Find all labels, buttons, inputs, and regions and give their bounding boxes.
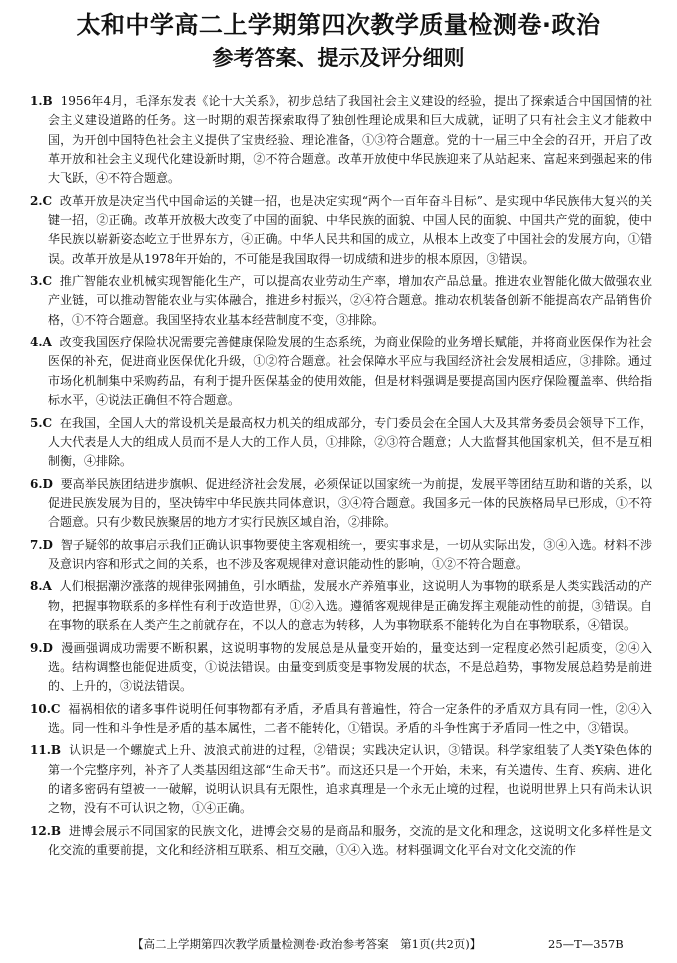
- answer-item-1: [30, 92, 652, 188]
- footer-page-info: 【高二上学期第四次教学质量检测卷·政治参考答案 第1页(共2页)】: [132, 937, 482, 951]
- answer-text: 人们根据潮汐涨落的规律张网捕鱼，引水晒盐，发展水产养殖事业，这说明人为事物的联系是人类实践活动的产物，把握事物联系的多样性有利于改造世界，①②入选。遵循客观规律是正确发挥主观能动性的前提，③错误。自在事物的联系在人类产生之前就存在，不以人的意志为转移，人为事物联系不能转化为自在事物联系，④错误。: [48, 579, 652, 633]
- answer-text: 1956年4月，毛泽东发表《论十大关系》，初步总结了我国社会主义建设的经验，提出了探索适合中国国情的社会主义建设道路的任务。这一时期的艰苦探索取得了独创性理论成果和巨大成就，证明了只有社会主义才能救中国，为开创中国特色社会主义提供了宝贵经验、理论准备，①③符合题意。党的十一届三中全会的召开，开启了改革开放和社会主义现代化建设新时期，②不符合题意。改革开放使中华民族迎来了从站起来、富起来到强起来的伟大飞跃，④不符合题意。: [48, 94, 652, 186]
- answer-text: 福祸相依的诸多事件说明任何事物都有矛盾，矛盾具有普遍性，符合一定条件的矛盾双方具有同一性，②④入选。同一性和斗争性是矛盾的基本属性，二者不能转化，①错误。矛盾的斗争性寓于矛盾同一性之中，③错误。: [48, 701, 652, 735]
- answer-number: 6.D: [30, 476, 53, 491]
- answer-number: 8.A: [30, 579, 52, 594]
- answer-item-3: [30, 272, 652, 330]
- page-title: 太和中学高二上学期第四次教学质量检测卷·政治: [76, 11, 601, 39]
- answer-number: 11.B: [30, 743, 62, 758]
- answer-list: [30, 92, 652, 864]
- answer-item-4: [30, 333, 652, 410]
- answer-text: 改变我国医疗保险状况需要完善健康保险发展的生态系统，为商业保险的业务增长赋能，并将商业医保作为社会医保的补充，促进商业医保优化升级，①②符合题意。社会保障水平应与我国经济社会发展相适应，③排除。通过市场化机制集中采购药品，有利于提升医保基金的使用效能，但是材料强调是要提高国内医疗保险覆盖率、供给指标水平，④说法正确但不符合题意。: [48, 335, 652, 408]
- answer-text: 推广智能农业机械实现智能化生产，可以提高农业劳动生产率，增加农产品总量。推进农业智能化做大做强农业产业链，可以推动智能农业与实体融合，推进乡村振兴，②④符合题意。推动农机装备创新不能提高农产品销售价格，①不符合题意。我国坚持农业基本经营制度不变，③排除。: [48, 274, 652, 327]
- page-subtitle: 参考答案、提示及评分细则: [212, 46, 465, 70]
- answer-number: 1.B: [30, 94, 53, 108]
- answer-number: 5.C: [30, 415, 53, 430]
- footer-code: 25—T—357B: [548, 937, 624, 951]
- answer-text: 进博会展示不同国家的民族文化，进博会交易的是商品和服务，交流的是文化和理念，这说明文化多样性是文化交流的重要前提，文化和经济相互联系、相互交融，①④入选。材料强调文化平台对文化交流的作: [48, 823, 652, 858]
- answer-number: 9.D: [30, 640, 53, 655]
- answer-item-12: [30, 822, 652, 861]
- answer-item-10: [30, 700, 652, 739]
- answer-item-2: [30, 192, 652, 269]
- answer-item-8: [30, 577, 652, 635]
- answer-number: 7.D: [30, 537, 53, 552]
- answer-text: 在我国，全国人大的常设机关是最高权力机关的组成部分，专门委员会在全国人大及其常务委员会领导下工作，人大代表是人大的组成人员而不是人大的工作人员，①排除，②③符合题意；人大监督其他国家机关，但不是互相制衡，④排除。: [48, 415, 652, 469]
- answer-item-5: [30, 414, 652, 472]
- answer-number: 10.C: [30, 701, 61, 716]
- answer-number: 4.A: [30, 335, 52, 350]
- answer-text: 认识是一个螺旋式上升、波浪式前进的过程，②错误；实践决定认识，③错误。科学家组装了人类Y染色体的第一个完整序列，补齐了人类基因组这部“生命天书”。而这还只是一个开始，未来，有关遗传、生育、疾病、进化的诸多密码有望被一一破解，说明认识具有无限性，追求真理是一个永无止境的过程，也说明世界上只有尚未认识之物，没有不可认识之物，①④正确。: [48, 743, 652, 816]
- answer-number: 3.C: [30, 274, 53, 289]
- answer-item-11: [30, 741, 652, 818]
- answer-text: 漫画强调成功需要不断积累，这说明事物的发展总是从量变开始的，量变达到一定程度必然引起质变，②④入选。结构调整也能促进质变，①说法错误。由量变到质变是事物发展的状态，不是总趋势，事物发展总趋势是前进的、上升的，③说法错误。: [48, 640, 652, 694]
- answer-item-9: [30, 639, 652, 697]
- answer-text: 智子疑邻的故事启示我们正确认识事物要使主客观相统一，要实事求是，一切从实际出发，③④入选。材料不涉及意识内容和形式之间的关系，也不涉及客观规律对意识能动性的影响，①②不符合题意。: [48, 537, 652, 571]
- answer-text: 要高举民族团结进步旗帜、促进经济社会发展，必须保证以国家统一为前提，发展平等团结互助和谐的关系，以促进民族发展为目的，坚决铸牢中华民族共同体意识，③④符合题意。我国多元一体的民族格局早已形成，①不符合题意。只有少数民族聚居的地方才实行民族区域自治，②排除。: [48, 476, 652, 530]
- answer-text: 改革开放是决定当代中国命运的关键一招，也是决定实现“两个一百年奋斗目标”、是实现中华民族伟大复兴的关键一招，②正确。改革开放极大改变了中国的面貌、中华民族的面貌、中国人民的面貌、中国共产党的面貌，使中华民族以崭新姿态屹立于世界东方，④正确。中华人民共和国的成立，从根本上改变了中国社会的发展方向，①错误。改革开放是从1978年开始的，不可能是我国取得一切成绩和进步的根本原因，③错误。: [48, 193, 652, 266]
- answer-number: 12.B: [30, 823, 62, 838]
- answer-item-7: [30, 536, 652, 575]
- answer-item-6: [30, 475, 652, 533]
- answer-number: 2.C: [30, 193, 53, 208]
